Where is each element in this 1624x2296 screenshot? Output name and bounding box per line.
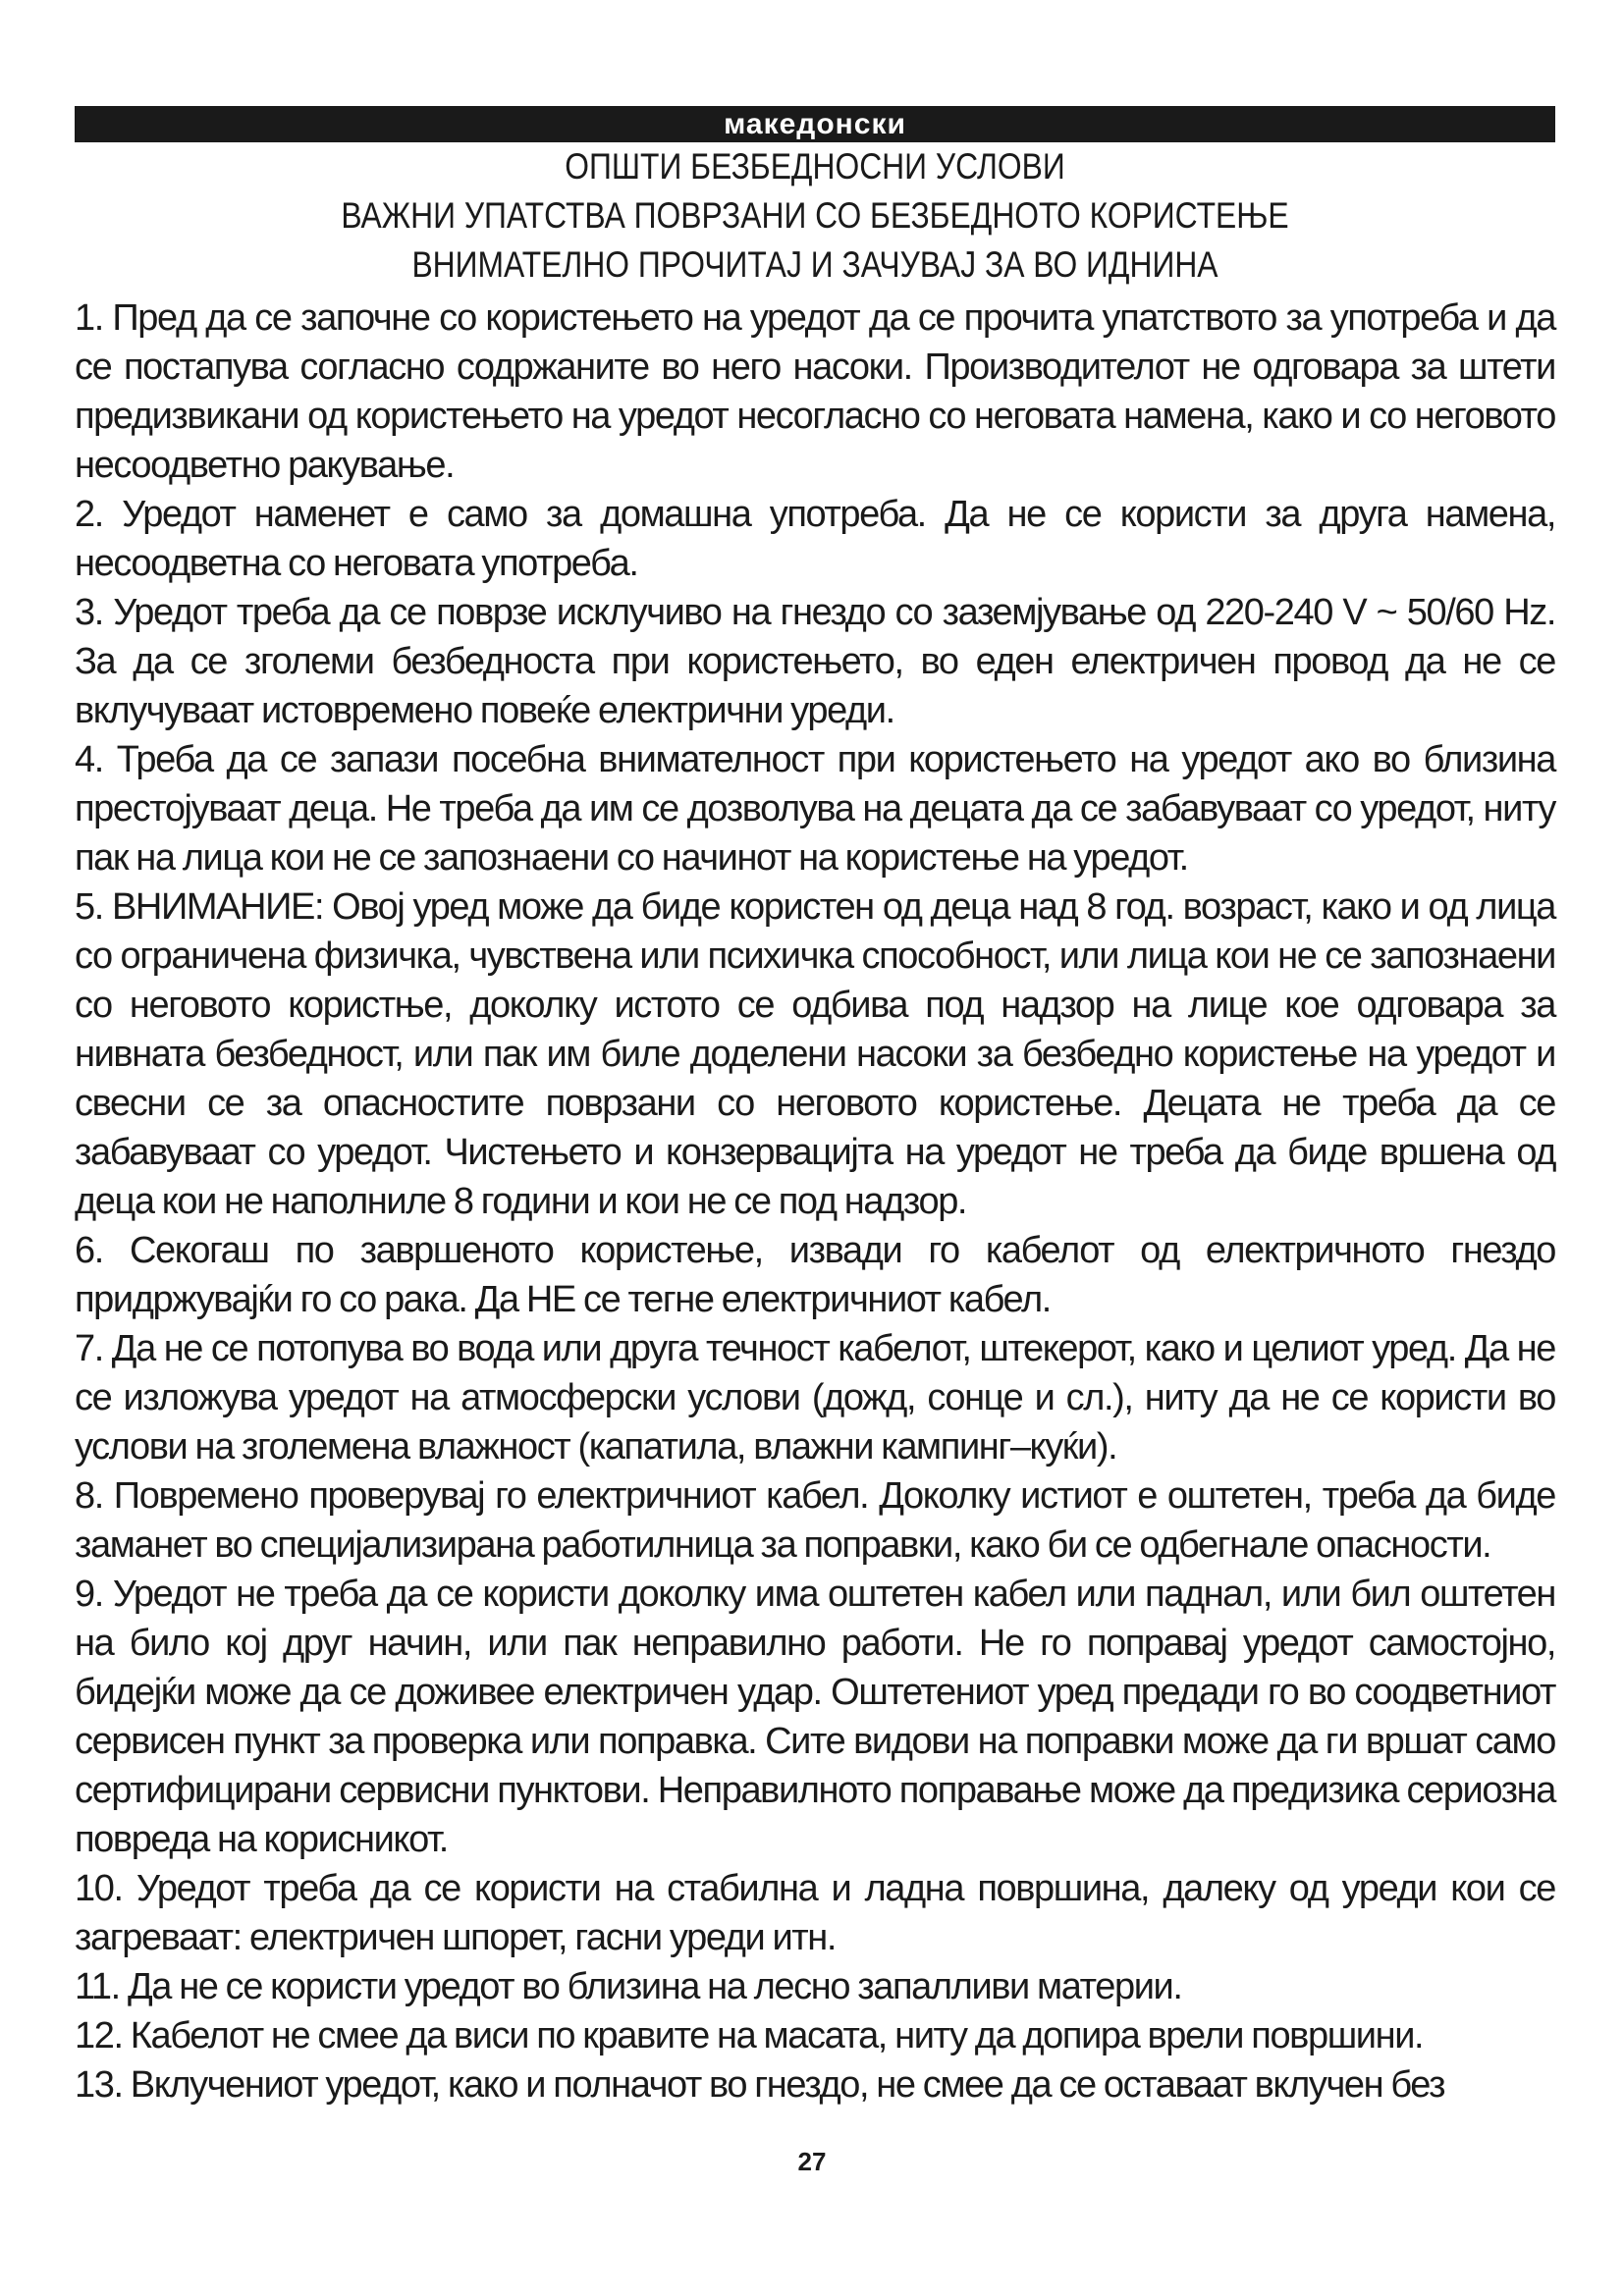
safety-item-3: 3. Уредот треба да се поврзе исклучиво на гнездо со заземјување од 220-240 V ~ 50/60 Hz. За да се зголеми безбедноста при користењето, во еден електричен провод да не се вклучуваат истовремено повеќе електрични уреди. [75,592,1555,731]
safety-item-10: 10. Уредот треба да се користи на стабилна и ладна површина, далеку од уреди кои се загреваат: електричен шпорет, гасни уреди итн. [75,1868,1555,1958]
section-title: ОПШТИ БЕЗБЕДНОСНИ УСЛОВИ [565,146,1065,187]
safety-item-4: 4. Треба да се запази посебна внимателност при користењето на уредот ако во близина престојуваат деца. Не треба да им се дозволува на децата да се забавуваат со уредот, ниту пак на лица кои не се запознаени со начинот на користење на уредот. [75,739,1555,879]
safety-item-8: 8. Повремено проверувај го електричниот кабел. Доколку истиот е оштетен, треба да биде заманет во специјализирана работилница за поправки, како би се одбегнале опасности. [75,1475,1555,1566]
safety-item-5: 5. ВНИМАНИЕ: Овој уред може да биде користен од деца над 8 год. возраст, како и од лица со ограничена физичка, чувствена или психичка способност, или лица кои не се запознаени со неговото користње, доколку истото се одбива под надзор на лице кое одговара за нивната безбедност, или пак им биле доделени насоки за безбедно користење на уредот и свесни се за опасностите поврзани со неговото користење. Децата не треба да се забавуваат со уредот. Чистењето и конзервацијта на уредот не треба да биде вршена од деца кои не наполниле 8 години и кои не се под надзор. [75,886,1555,1222]
section-subtitle: ВАЖНИ УПАТСТВА ПОВРЗАНИ СО БЕЗБЕДНОТО КОРИСТЕЊЕ [341,195,1289,236]
safety-item-7: 7. Да не се потопува во вода или друга течност кабелот, штекерот, како и целиот уред. Да не се изложува уредот на атмосферски услови (дожд, сонце и сл.), ниту да не се користи во услови на зголемена влажност (капатила, влажни кампинг–куќи). [75,1328,1555,1468]
language-bar: македонски [75,106,1555,142]
document-page [75,106,1555,2109]
safety-item-13: 13. Вклучениот уредот, како и полначот во гнездо, не смее да се оставаат вклучен без [75,2064,1445,2106]
section-instruction: ВНИМАТЕЛНО ПРОЧИТАЈ И ЗАЧУВАЈ ЗА ВО ИДНИНА [411,244,1218,285]
safety-item-12: 12. Кабелот не смее да виси по кравите на масата, ниту да допира врели површини. [75,2015,1424,2056]
safety-item-11: 11. Да не се користи уредот во близина на лесно запалливи материи. [75,1966,1182,2007]
safety-item-1: 1. Пред да се започне со користењето на уредот да се прочита упатството за употреба и да се постапува согласно содржаните во него насоки. Производителот не одговара за штети предизвикани од користењето на уредот несогласно со неговата намена, како и со неговото несоодветно ракување. [75,297,1555,486]
safety-item-2: 2. Уредот наменет е само за домашна употреба. Да не се користи за друга намена, несоодветна со неговата употреба. [75,494,1555,584]
safety-item-6: 6. Секогаш по завршеното користење, извади го кабелот од електричното гнездо придржувајќи го со рака. Да НЕ се тегне електричниот кабел. [75,1230,1555,1320]
safety-item-9: 9. Уредот не треба да се користи доколку има оштетен кабел или паднал, или бил оштетен на било кој друг начин, или пак неправилно работи. Не го поправај уредот самостојно, бидејќи може да се доживее електричен удар. Оштетениот уред предади го во соодветниот сервисен пункт за проверка или поправка. Сите видови на поправки може да ги вршат само сертифицирани сервисни пунктови. Неправилното поправање може да предизика сериозна повреда на корисникот. [75,1574,1555,1860]
safety-instructions-list [75,294,1555,2109]
page-number: 27 [797,2147,827,2176]
